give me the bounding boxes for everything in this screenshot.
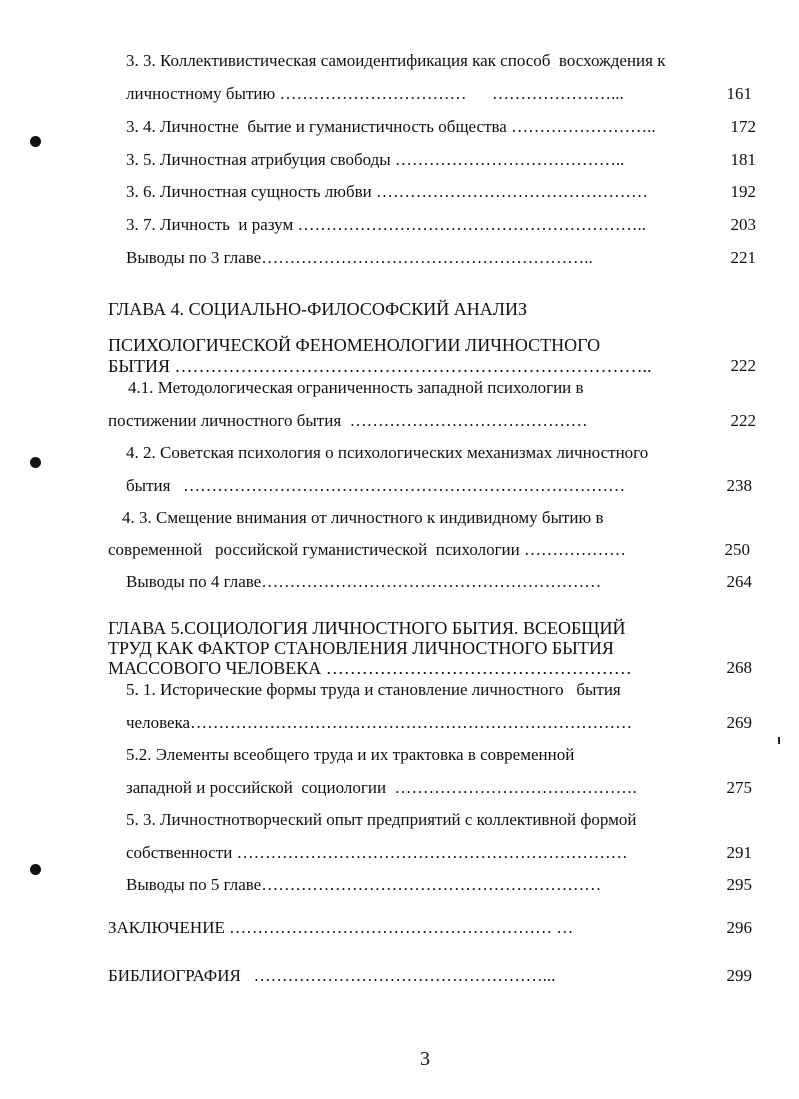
toc-page-3-7: 203 [730,215,756,234]
toc-entry-4-2-line1: 4. 2. Советская психология о психологических механизмах личностного [126,443,649,462]
toc-entry-conclusions-3: Выводы по 3 главе………………………………………………….. [126,248,593,267]
toc-entry-5-2-line2: западной и российской социологии ……………………………………. [126,778,637,797]
toc-page-4-1: 222 [730,411,756,430]
toc-page-conclusions-5: 295 [726,875,752,894]
toc-page-4-2: 238 [726,476,752,495]
toc-page-3-6: 192 [730,182,756,201]
toc-entry-5-3-line1: 5. 3. Личностнотворческий опыт предприятий с коллективной формой [126,810,637,829]
toc-page-5-3: 291 [726,843,752,862]
toc-entry-conclusion: ЗАКЛЮЧЕНИЕ ………………………………………………… … [108,918,574,937]
toc-entry-3-3-line1: 3. 3. Коллективистическая самоидентификация как способ восхождения к [126,51,666,70]
toc-page-5-2: 275 [726,778,752,797]
toc-page-3-5: 181 [730,150,756,169]
toc-entry-conclusions-4: Выводы по 4 главе…………………………………………………… [126,572,602,591]
punch-hole-mark [30,457,41,468]
toc-page-conclusions-3: 221 [730,248,756,267]
punch-hole-mark [30,136,41,147]
toc-entry-3-4: 3. 4. Личностне бытие и гуманистичность общества …………………….. [126,117,656,136]
toc-page-3-3: 161 [726,84,752,103]
toc-chapter-5-line1: ГЛАВА 5.СОЦИОЛОГИЯ ЛИЧНОСТНОГО БЫТИЯ. ВСЕОБЩИЙ [108,618,626,638]
scan-artifact [778,737,780,744]
toc-page-conclusions-4: 264 [726,572,752,591]
toc-page-conclusion: 296 [726,918,752,937]
page-number: 3 [420,1048,430,1070]
toc-entry-5-3-line2: собственности …………………………………………………………… [126,843,628,862]
toc-chapter-5-line3: МАССОВОГО ЧЕЛОВЕКА …………………………………………… [108,658,632,678]
toc-entry-5-2-line1: 5.2. Элементы всеобщего труда и их трактовка в современной [126,745,575,764]
toc-page-3-4: 172 [730,117,756,136]
toc-entry-3-6: 3. 6. Личностная сущность любви ………………………………………… [126,182,649,201]
toc-entry-bibliography: БИБЛИОГРАФИЯ ……………………………………………... [108,966,556,985]
toc-entry-3-5: 3. 5. Личностная атрибуция свободы ………………………………….. [126,150,625,169]
toc-page-5-1: 269 [726,713,752,732]
toc-chapter-4-line1: ГЛАВА 4. СОЦИАЛЬНО-ФИЛОСОФСКИЙ АНАЛИЗ [108,299,527,319]
toc-chapter-4-line3: БЫТИЯ …………………………………………………………………….. [108,356,652,376]
toc-entry-4-2-line2: бытия …………………………………………………………………… [126,476,626,495]
toc-chapter-5-line2: ТРУД КАК ФАКТОР СТАНОВЛЕНИЯ ЛИЧНОСТНОГО БЫТИЯ [108,638,614,658]
punch-hole-mark [30,864,41,875]
toc-entry-4-3-line2: современной российской гуманистической психологии ……………… [108,540,626,559]
toc-entry-5-1-line1: 5. 1. Исторические формы труда и становление личностного бытия [126,680,621,699]
toc-entry-3-3-line2: личностному бытию …………………………… …………………... [126,84,624,103]
toc-page-bibliography: 299 [726,966,752,985]
toc-page-4-3: 250 [724,540,750,559]
toc-page-chapter-5: 268 [726,658,752,677]
toc-entry-3-7: 3. 7. Личность и разум …………………………………………………….. [126,215,646,234]
toc-page-chapter-4: 222 [730,356,756,375]
toc-entry-4-1-line1: 4.1. Методологическая ограниченность западной психологии в [128,378,584,397]
toc-entry-conclusions-5: Выводы по 5 главе…………………………………………………… [126,875,602,894]
toc-chapter-4-line2: ПСИХОЛОГИЧЕСКОЙ ФЕНОМЕНОЛОГИИ ЛИЧНОСТНОГО [108,335,601,355]
toc-entry-4-1-line2: постижении личностного бытия …………………………………… [108,411,588,430]
toc-entry-5-1-line2: человека…………………………………………………………………… [126,713,633,732]
toc-entry-4-3-line1: 4. 3. Смещение внимания от личностного к индивидному бытию в [122,508,604,527]
